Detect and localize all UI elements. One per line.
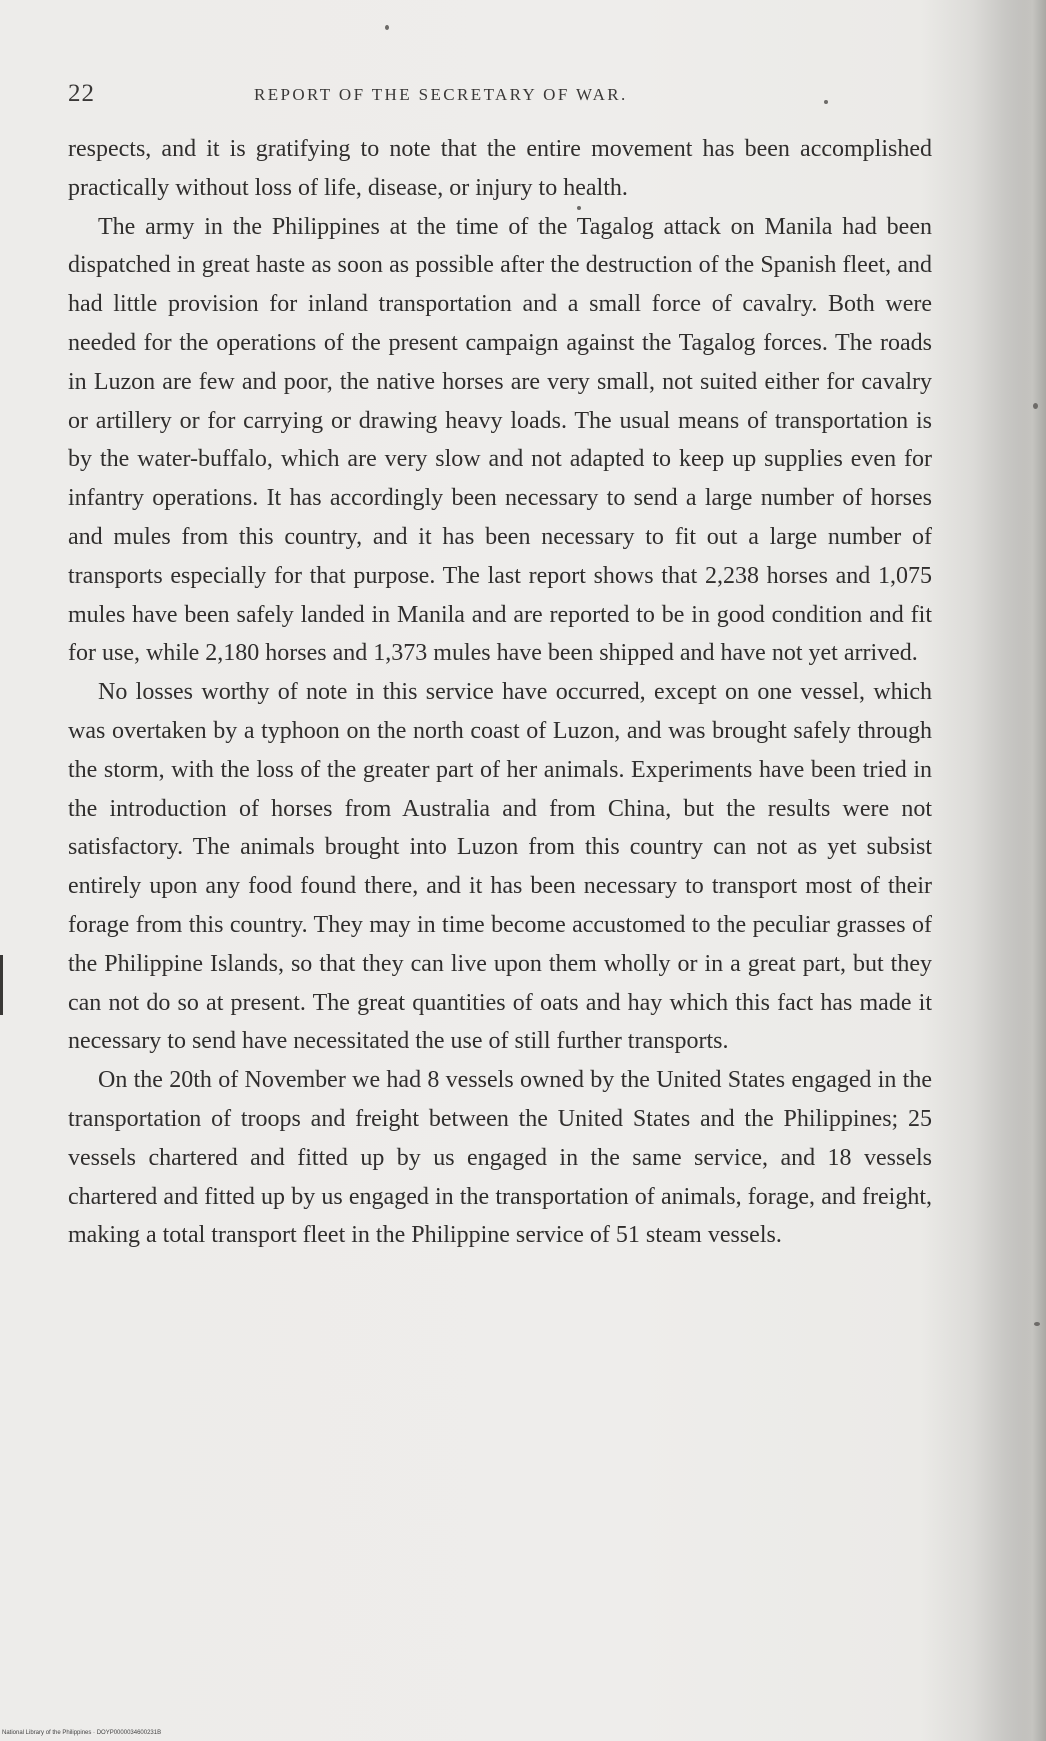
- paragraph-losses: No losses worthy of note in this service have occurred, except on one vessel, which was overtaken by a typhoon on the north coast of Luzon, and was brought safely through the storm, with the loss of the greater part of her animals. Experiments have been tried in the introduction of horses from Australia and from China, but the results were not satisfactory. The animals brought into Luzon from this country can not as yet subsist entirely upon any food found there, and it has been necessary to transport most of their forage from this country. They may in time become accustomed to the peculiar grasses of the Philippine Islands, so that they can live upon them wholly or in a great part, but they can not do so at present. The great quantities of oats and hay which this fact has made it necessary to send have necessitated the use of still further transports.: [68, 679, 932, 1055]
- body-text: [68, 130, 932, 1255]
- scan-speck: [824, 100, 828, 104]
- scan-speck: [1034, 1322, 1040, 1326]
- scan-speck: [1033, 403, 1038, 409]
- page-number: 22: [68, 80, 95, 107]
- paragraph-continued: respects, and it is gratifying to note that the entire movement has been accomplished practically without loss of life, disease, or injury to health.: [68, 136, 932, 201]
- scan-speck: [577, 206, 581, 210]
- source-note: National Library of the Philippines · DOYP0000034600231B: [2, 1730, 162, 1736]
- paragraph-transport-fleet: On the 20th of November we had 8 vessels owned by the United States engaged in the transportation of troops and freight between the United States and the Philippines; 25 vessels chartered and fitted up by us engaged in the same service, and 18 vessels chartered and fitted up by us engaged in the transportation of animals, forage, and freight, making a total transport fleet in the Philippine service of 51 steam vessels.: [68, 1067, 932, 1249]
- scan-speck: [385, 25, 389, 30]
- running-head: REPORT OF THE SECRETARY OF WAR.: [254, 85, 628, 104]
- page-binding-shadow: [1016, 0, 1046, 1741]
- paragraph-army-transportation: The army in the Philippines at the time of the Tagalog attack on Manila had been dispatched in great haste as soon as possible after the destruction of the Spanish fleet, and had little provision for inland transportation and a small force of cavalry. Both were needed for the operations of the present campaign against the Tagalog forces. The roads in Luzon are few and poor, the native horses are very small, not suited either for cavalry or artillery or for carrying or drawing heavy loads. The usual means of transportation is by the water-buffalo, which are very slow and not adapted to keep up supplies even for infantry operations. It has accordingly been necessary to send a large number of horses and mules from this country, and it has been necessary to fit out a large number of transports especially for that purpose. The last report shows that 2,238 horses and 1,075 mules have been safely landed in Manila and are reported to be in good condition and fit for use, while 2,180 horses and 1,373 mules have been shipped and have not yet arrived.: [68, 213, 932, 667]
- page-header: [68, 80, 928, 112]
- scan-edge-mark: [0, 955, 3, 1015]
